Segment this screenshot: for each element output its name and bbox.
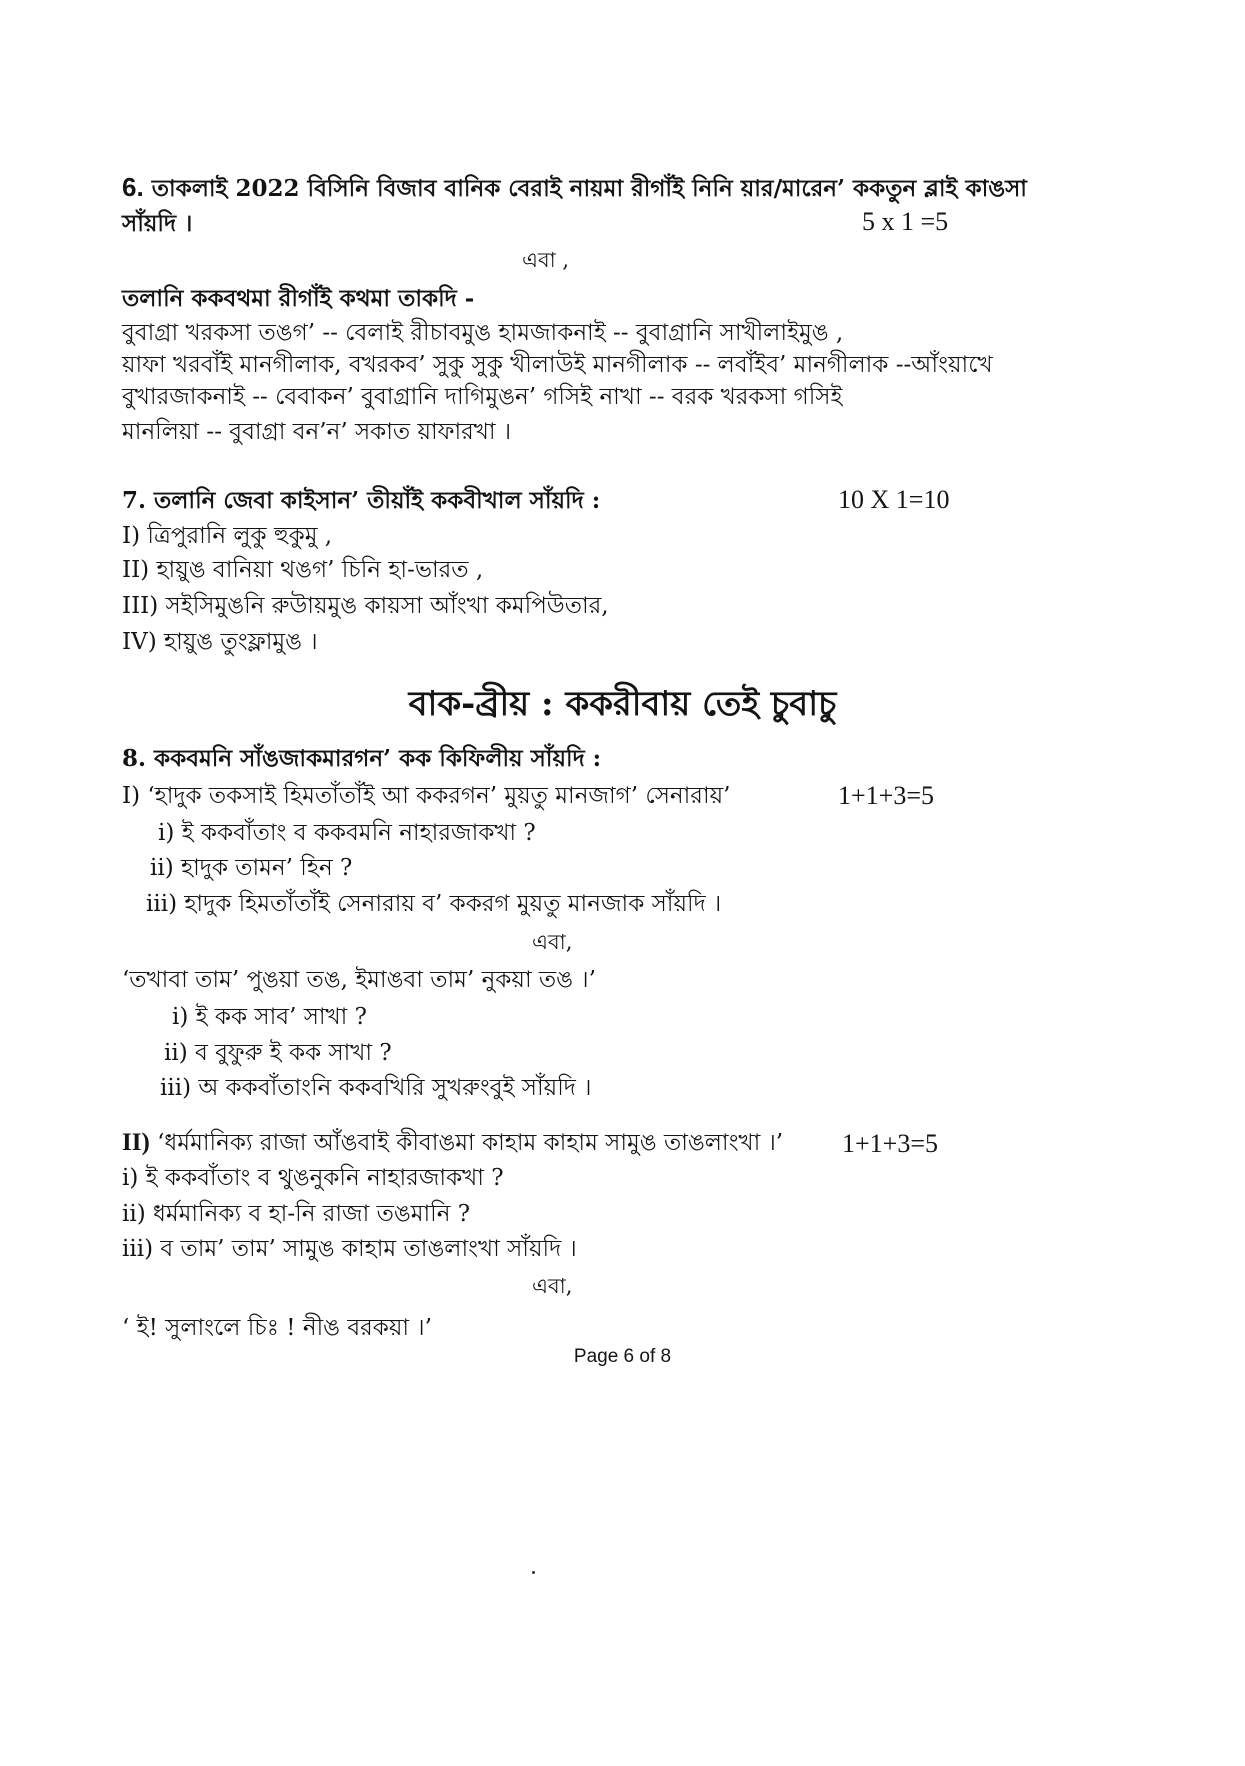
q8-part2-alt-quote: ‘ ই! সুলাংলে চিঃ ! নীঙ বরকয়া ।’ xyxy=(122,1315,432,1341)
section-heading: বাক-ব্রীয় : ককরীবায় তেই চুবাচু xyxy=(408,684,837,724)
q8-part1-sub-1: i) ই ককবাঁতাং ব ককবমনি নাহারজাকখা ? xyxy=(158,820,536,846)
q7-marks: 10 X 1=10 xyxy=(838,485,950,514)
q6-alt-line-2: য়াফা খরবাঁই মানগীলাক, বখরকব’ সুকু সুকু খীলাউই মানগীলাক -- লবাঁইব’ মানগীলাক --আঁংয়াখে xyxy=(122,352,993,378)
q6-or: এবা , xyxy=(522,248,570,272)
q6-alt-line-4: মানলিয়া -- বুবাগ্রা বন’ন’ সকাত য়াফারখা । xyxy=(122,419,512,445)
q7-item-4: IV) হায়ুঙ তুংফ্লামুঙ । xyxy=(122,629,318,655)
q7-title: 7. তলানি জেবা কাইসান’ তীয়াঁই ককবীখাল সাঁয়দি : xyxy=(122,487,601,514)
q8-part2-marks: 1+1+3=5 xyxy=(842,1129,938,1158)
q8-part1-marks: 1+1+3=5 xyxy=(838,781,934,810)
q6-alt-line-1: বুবাগ্রা খরকসা তঙগ’ -- বেলাই রীচাবমুঙ হামজাকনাই -- বুবাগ্রানি সাখীলাইমুঙ , xyxy=(122,320,844,346)
q7-item-1: I) ত্রিপুরানি লুকু হুকুমু , xyxy=(122,523,333,549)
q8-part2-or: এবা, xyxy=(532,1274,573,1298)
q8-part1-alt-sub-3: iii) অ ককবাঁতাংনি ককবখিরি সুখরুংবুই সাঁয়দি । xyxy=(160,1075,592,1101)
q8-part1-alt-sub-1: i) ই কক সাব’ সাখা ? xyxy=(172,1004,367,1030)
q8-part1-alt-quote: ‘তখাবা তাম’ পুঙয়া তঙ, ইমাঙবা তাম’ নুকয়া তঙ ।’ xyxy=(122,967,596,993)
q8-part1-sub-2: ii) হাদুক তামন’ হিন ? xyxy=(150,855,353,881)
q8-part1-or: এবা, xyxy=(532,930,573,954)
page-footer: Page 6 of 8 xyxy=(573,1346,672,1367)
q7-item-3: III) সইসিমুঙনি রুউায়মুঙ কায়সা আঁংখা কমপিউতার, xyxy=(122,593,609,619)
q8-part1-quote: I) ‘হাদুক তকসাই হিমতাঁতাঁই আ ককরগন’ মুয়তু মানজাগ’ সেনারায়’ xyxy=(122,783,731,809)
q8-part2-label: II) xyxy=(122,1129,150,1156)
q6-marks: 5 x 1 =5 xyxy=(862,207,949,236)
q6-number: 6. xyxy=(122,172,144,202)
q6-alt-title: তলানি ককবথমা রীগাঁই কথমা তাকদি - xyxy=(122,285,475,312)
scan-speck xyxy=(532,1571,535,1574)
q6-line1 xyxy=(122,172,1027,204)
q8-part2-quote-line xyxy=(122,1128,783,1158)
q6-alt-line-3: বুখারজাকনাই -- বেবাকন’ বুবাগ্রানি দাগিমুঙন’ গসিই নাখা -- বরক খরকসা গসিই xyxy=(122,384,843,410)
q8-part2-sub-1: i) ই ককবাঁতাং ব থুঙনুকনি নাহারজাকখা ? xyxy=(122,1165,504,1191)
q6-line2: সাঁয়দি । xyxy=(122,210,193,237)
q8-title: 8. ককবমনি সাঁঙজাকমারগন’ কক কিফিলীয় সাঁয়দি : xyxy=(122,745,602,772)
q8-part2-quote: ‘ধর্মমানিক্য রাজা আঁঙবাই কীবাঙমা কাহাম কাহাম সামুঙ তাঙলাংখা ।’ xyxy=(157,1130,784,1156)
q8-part2-sub-2: ii) ধর্মমানিক্য ব হা-নি রাজা তঙমানি ? xyxy=(122,1201,471,1227)
q8-part1-alt-sub-2: ii) ব বুফুরু ই কক সাখা ? xyxy=(164,1040,392,1066)
q6-text: তাকলাই 2022 বিসিনি বিজাব বানিক বেরাই নায়মা রীগাঁই নিনি য়ার/মারেন’ ককতুন ব্লাই কাঙসা xyxy=(151,175,1027,202)
q7-item-2: II) হায়ুঙ বানিয়া থঙগ’ চিনি হা-ভারত , xyxy=(122,557,484,583)
q8-part1-sub-3: iii) হাদুক হিমতাঁতাঁই সেনারায় ব’ ককরগ মুয়তু মানজাক সাঁয়দি । xyxy=(146,891,722,917)
q8-part2-sub-3: iii) ব তাম’ তাম’ সামুঙ কাহাম তাঙলাংখা সাঁয়দি । xyxy=(122,1236,577,1262)
